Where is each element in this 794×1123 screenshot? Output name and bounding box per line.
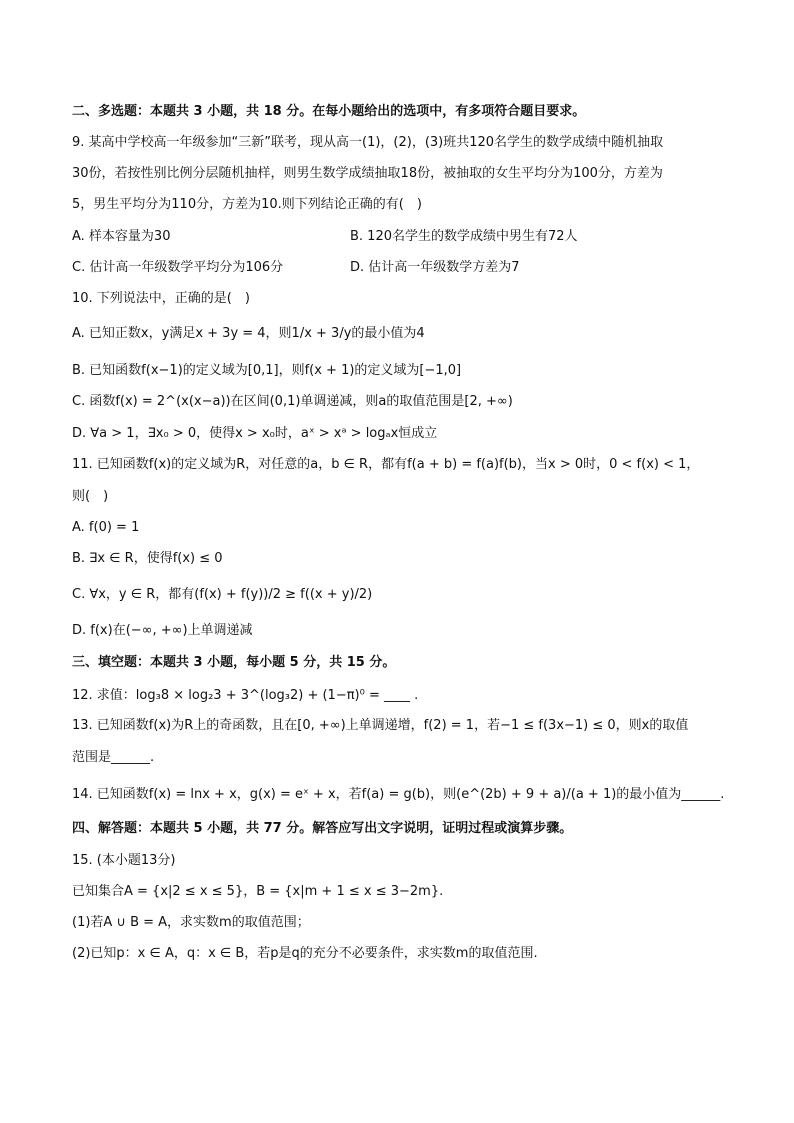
question-11-option-b: B. ∃x ∈ R，使得f(x) ≤ 0 bbox=[72, 551, 223, 566]
question-15-given: 已知集合A = {x|2 ≤ x ≤ 5}，B = {x|m + 1 ≤ x ≤ 3−2m}. bbox=[72, 884, 444, 899]
question-9-line-3: 5，男生平均分为110分，方差为10.则下列结论正确的有( ) bbox=[72, 197, 422, 212]
question-9-option-a: A. 样本容量为30 bbox=[72, 229, 171, 244]
section-heading-multiple-choice: 二、多选题：本题共 3 小题，共 18 分。在每小题给出的选项中，有多项符合题目要求。 bbox=[72, 104, 586, 119]
question-11-line-2: 则( ) bbox=[72, 489, 109, 504]
question-9-option-c: C. 估计高一年级数学平均分为106分 bbox=[72, 260, 284, 275]
question-15-part-1: (1)若A ∪ B = A，求实数m的取值范围； bbox=[72, 915, 310, 930]
question-15-part-2: (2)已知p：x ∈ A，q：x ∈ B，若p是q的充分不必要条件，求实数m的取值范围. bbox=[72, 946, 538, 961]
question-11-option-d: D. f(x)在(−∞, +∞)上单调递减 bbox=[72, 623, 253, 638]
question-9-option-b: B. 120名学生的数学成绩中男生有72人 bbox=[350, 229, 578, 244]
question-14: 14. 已知函数f(x) = lnx + x，g(x) = eˣ + x，若f(a) = g(b)，则(e^(2b) + 9 + a)/(a + 1)的最小值为______. bbox=[72, 787, 725, 802]
question-15-title: 15. (本小题13分) bbox=[72, 853, 176, 868]
question-10-option-a: A. 已知正数x，y满足x + 3y = 4，则1/x + 3/y的最小值为4 bbox=[72, 326, 425, 341]
question-11-option-a: A. f(0) = 1 bbox=[72, 520, 140, 535]
question-12: 12. 求值：log₃8 × log₂3 + 3^(log₃2) + (1−π)⁰ = ____ . bbox=[72, 688, 419, 703]
section-heading-fill-in: 三、填空题：本题共 3 小题，每小题 5 分，共 15 分。 bbox=[72, 655, 396, 670]
question-11-line-1: 11. 已知函数f(x)的定义域为R，对任意的a，b ∈ R，都有f(a + b) = f(a)f(b)，当x > 0时，0 < f(x) < 1， bbox=[72, 457, 700, 472]
section-heading-answers: 四、解答题：本题共 5 小题，共 77 分。解答应写出文字说明，证明过程或演算步骤。 bbox=[72, 821, 573, 836]
question-9-line-1: 9. 某高中学校高一年级参加“三新”联考，现从高一(1)，(2)，(3)班共120名学生的数学成绩中随机抽取 bbox=[72, 135, 664, 150]
question-11-option-c: C. ∀x，y ∈ R，都有(f(x) + f(y))/2 ≥ f((x + y)/2) bbox=[72, 587, 373, 602]
question-13-line-1: 13. 已知函数f(x)为R上的奇函数，且在[0, +∞)上单调递增，f(2) = 1，若−1 ≤ f(3x−1) ≤ 0，则x的取值 bbox=[72, 718, 689, 733]
question-10-option-c: C. 函数f(x) = 2^(x(x−a))在区间(0,1)单调递减，则a的取值范围是[2, +∞) bbox=[72, 394, 513, 409]
question-9-option-d: D. 估计高一年级数学方差为7 bbox=[350, 260, 520, 275]
question-10-option-b: B. 已知函数f(x−1)的定义域为[0,1]，则f(x + 1)的定义域为[−1,0] bbox=[72, 363, 462, 378]
question-10-stem: 10. 下列说法中，正确的是( ) bbox=[72, 291, 250, 306]
question-13-line-2: 范围是______. bbox=[72, 750, 155, 765]
question-9-line-2: 30份，若按性别比例分层随机抽样，则男生数学成绩抽取18份，被抽取的女生平均分为100分，方差为 bbox=[72, 166, 663, 181]
question-10-option-d: D. ∀a > 1，∃x₀ > 0，使得x > x₀时，aˣ > xᵃ > logₐx恒成立 bbox=[72, 426, 438, 441]
